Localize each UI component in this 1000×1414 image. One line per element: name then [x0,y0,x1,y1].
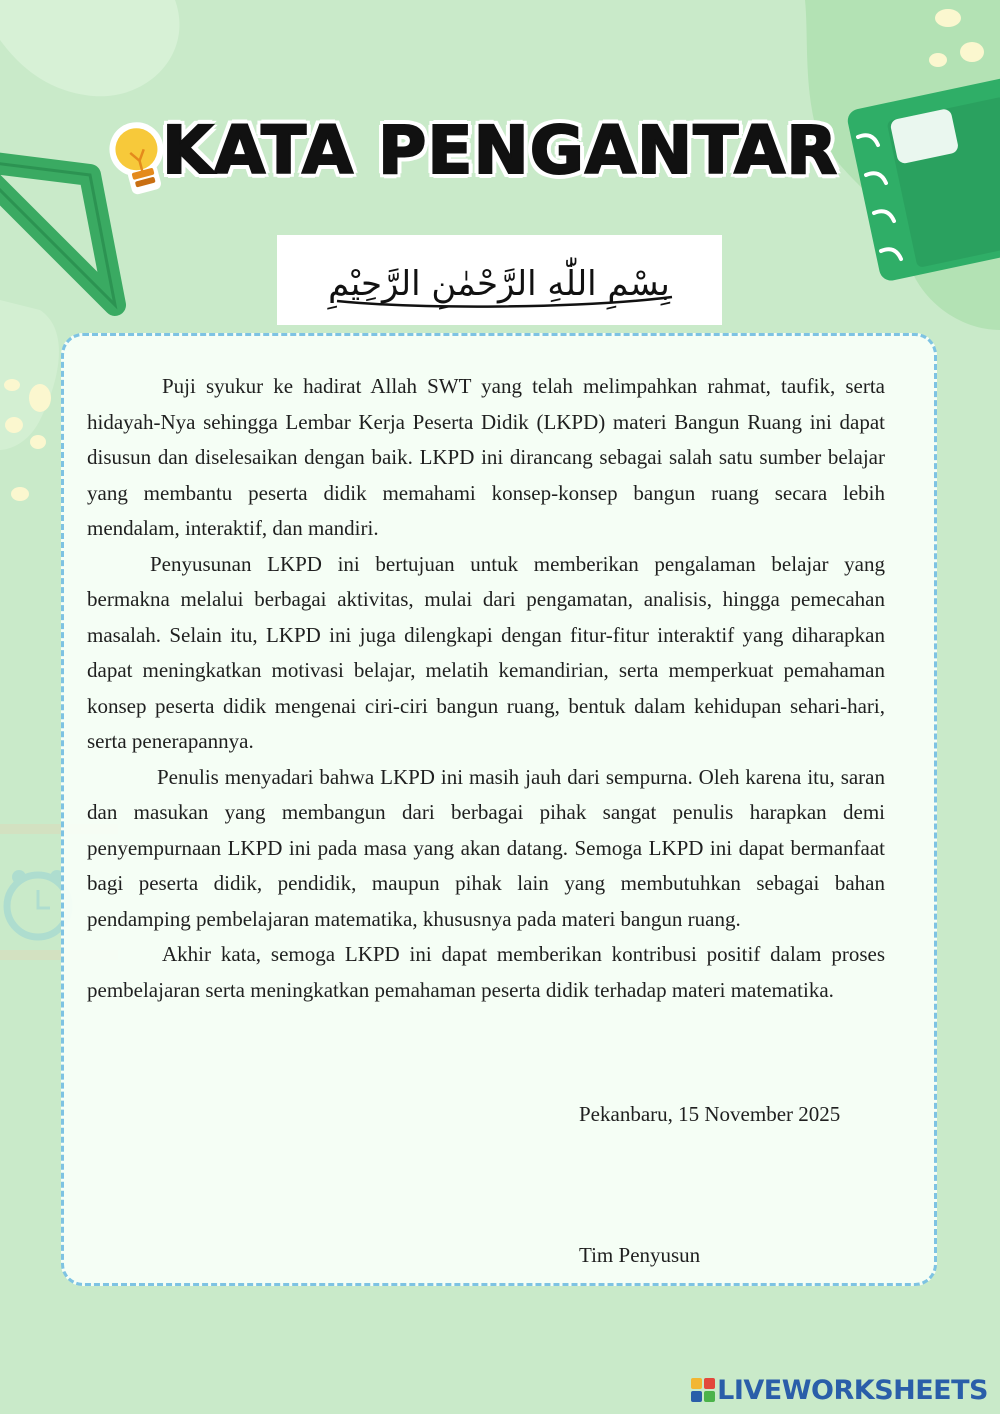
top-left-blob [0,0,179,96]
place-date: Pekanbaru, 15 November 2025 [579,1102,841,1126]
page-title: KATA PENGANTAR [161,112,839,189]
paragraph-2: Penyusunan LKPD ini bertujuan untuk memberikan pengalaman belajar yang bermakna melalui berbagai aktivitas, mulai dari pengamatan, analisis, hingga pemecahan masalah. Selain itu, LKPD ini juga dilengkapi dengan fitur-fitur interaktif yang diharapkan dapat meningkatkan motivasi belajar, melatih kemandirian, serta memperkuat pemahaman konsep peserta didik mengenai ciri-ciri bangun ruang, bentuk dalam kehidupan sehari-hari, serta penerapannya. [87,551,885,753]
foreword-body [87,369,885,1008]
brand-name: LIVEWORKSHEETS [717,1374,988,1406]
basmalah-calligraphy [277,235,722,325]
svg-text:بِسْمِ اللّٰهِ الرَّحْمٰنِ الر: بِسْمِ اللّٰهِ الرَّحْمٰنِ الرَّحِيْمِ [328,264,670,304]
basmalah-image [277,235,722,325]
paragraph-1: Puji syukur ke hadirat Allah SWT yang telah melimpahkan rahmat, taufik, serta hidayah-Nya sehingga Lembar Kerja Peserta Didik (LKPD) materi Bangun Ruang ini dapat disusun dan diselesaikan dengan baik. LKPD ini dirancang sebagai salah satu sumber belajar yang membantu peserta didik memahami konsep-konsep bangun ruang secara lebih mendalam, interaktif, dan mandiri. [87,374,885,540]
paragraph-3: Penulis menyadari bahwa LKPD ini masih jauh dari sempurna. Oleh karena itu, saran dan masukan yang membangun dari berbagai pihak sangat penulis harapkan demi penyempurnaan LKPD ini pada masa yang akan datang. Semoga LKPD ini dapat bermanfaat bagi peserta didik, pendidik, maupun pihak lain yang membutuhkan sebagai bahan pendamping pembelajaran matematika, khususnya pada materi bangun ruang. [87,764,885,931]
liveworksheets-logo-icon [691,1378,715,1402]
liveworksheets-logo [691,1374,988,1406]
author-signature: Tim Penyusun [579,1243,701,1267]
paragraph-4: Akhir kata, semoga LKPD ini dapat memberikan kontribusi positif dalam proses pembelajaran serta meningkatkan pemahaman peserta didik terhadap materi matematika. [87,942,885,1002]
